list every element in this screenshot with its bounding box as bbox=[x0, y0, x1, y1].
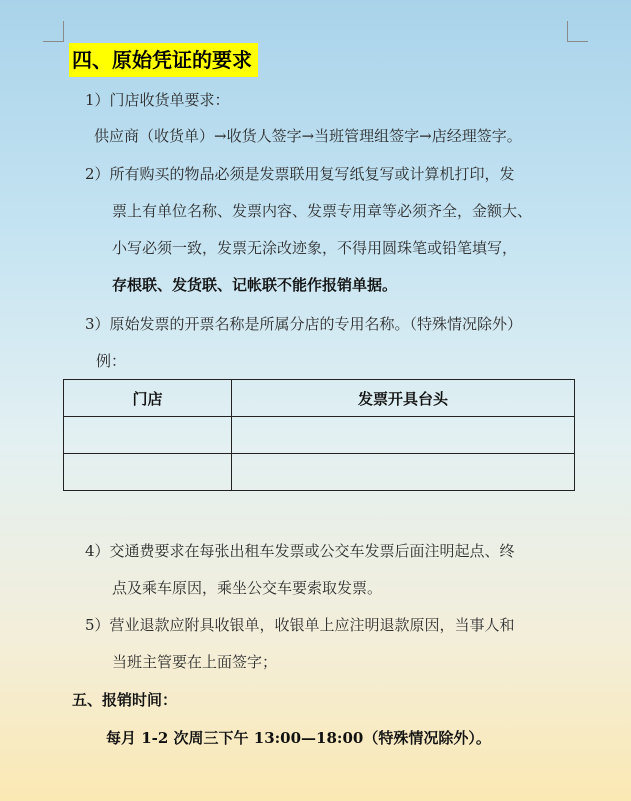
table-header-row bbox=[64, 380, 575, 417]
column-header-invoice-title: 发票开具台头 bbox=[232, 380, 575, 417]
invoice-header-table bbox=[63, 379, 575, 491]
section5-heading: 五、报销时间： bbox=[72, 691, 178, 709]
table-row bbox=[64, 454, 575, 491]
item2-bold-note: 存根联、发货联、记帐联不能作报销单据。 bbox=[112, 276, 398, 294]
example-label: 例： bbox=[96, 352, 127, 370]
item3-line: 3）原始发票的开票名称是所属分店的专用名称。（特殊情况除外） bbox=[85, 315, 523, 333]
item1-approval-flow: 供应商（收货单）→收货人签字→当班管理组签字→店经理签字。 bbox=[94, 127, 522, 145]
item2-line1: 2）所有购买的物品必须是发票联用复写纸复写或计算机打印，发 bbox=[85, 165, 515, 183]
table-cell bbox=[232, 417, 575, 454]
page-corner-mark-top-left bbox=[43, 21, 64, 42]
item5-line1: 5）营业退款应附具收银单，收银单上应注明退款原因，当事人和 bbox=[85, 616, 515, 634]
item2-line3: 小写必须一致，发票无涂改迹象，不得用圆珠笔或铅笔填写， bbox=[112, 239, 518, 257]
column-header-store: 门店 bbox=[64, 380, 232, 417]
item2-line2: 票上有单位名称、发票内容、发票专用章等必须齐全，金额大、 bbox=[112, 202, 533, 220]
table-cell bbox=[64, 454, 232, 491]
table-row bbox=[64, 417, 575, 454]
item5-line2: 当班主管要在上面签字； bbox=[112, 653, 278, 671]
table-cell bbox=[232, 454, 575, 491]
section4-heading: 四、原始凭证的要求 bbox=[69, 43, 258, 77]
item4-line2: 点及乘车原因，乘坐公交车要索取发票。 bbox=[112, 579, 383, 597]
page-corner-mark-top-right bbox=[567, 21, 588, 42]
table-cell bbox=[64, 417, 232, 454]
item1-title: 1）门店收货单要求： bbox=[85, 91, 230, 109]
item4-line1: 4）交通费要求在每张出租车发票或公交车发票后面注明起点、终 bbox=[85, 542, 515, 560]
reimbursement-schedule: 每月 1-2 次周三下午 13:00—18:00（特殊情况除外）。 bbox=[106, 729, 491, 747]
